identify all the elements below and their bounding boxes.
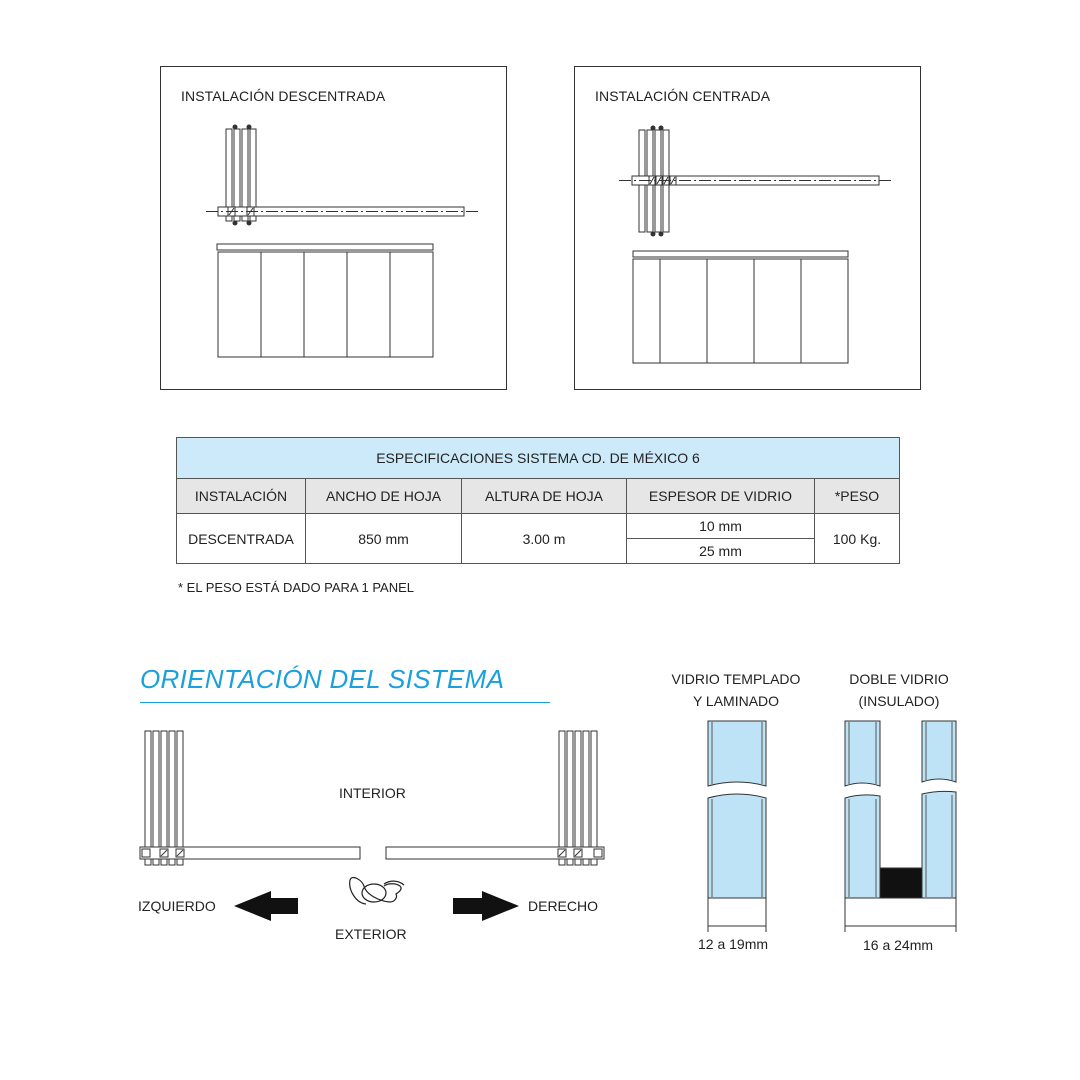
double-glass-title-line2: (INSULADO) xyxy=(858,693,940,709)
interior-label: INTERIOR xyxy=(339,785,406,801)
centered-installation-title: INSTALACIÓN CENTRADA xyxy=(595,88,771,104)
right-label: DERECHO xyxy=(528,898,599,914)
tempered-glass-range: 12 a 19mm xyxy=(698,936,769,952)
cell-weight: 100 Kg. xyxy=(815,514,900,564)
cell-panel-height: 3.00 m xyxy=(462,514,627,564)
cell-glass-thickness-max: 25 mm xyxy=(627,539,815,564)
table-title: ESPECIFICACIONES SISTEMA CD. DE MÉXICO 6 xyxy=(177,438,900,479)
cell-installation: DESCENTRADA xyxy=(177,514,306,564)
orientation-title: ORIENTACIÓN DEL SISTEMA xyxy=(140,664,505,694)
tempered-glass-title-line2: Y LAMINADO xyxy=(692,693,780,709)
tempered-glass-section xyxy=(708,721,766,932)
double-glass-section xyxy=(845,721,956,932)
cell-panel-width: 850 mm xyxy=(306,514,462,564)
header-panel-height: ALTURA DE HOJA xyxy=(462,479,627,514)
weight-footnote: * EL PESO ESTÁ DADO PARA 1 PANEL xyxy=(178,580,415,595)
header-weight: *PESO xyxy=(815,479,900,514)
cell-glass-thickness-min: 10 mm xyxy=(627,514,815,539)
header-glass-thickness: ESPESOR DE VIDRIO xyxy=(627,479,815,514)
double-glass-range: 16 a 24mm xyxy=(863,937,934,953)
left-label: IZQUIERDO xyxy=(138,898,216,914)
double-glass-title-line1: DOBLE VIDRIO xyxy=(849,671,949,687)
header-installation: INSTALACIÓN xyxy=(177,479,306,514)
exterior-label: EXTERIOR xyxy=(335,926,407,942)
tempered-glass-title-line1: VIDRIO TEMPLADO xyxy=(671,671,801,687)
off-center-installation-title: INSTALACIÓN DESCENTRADA xyxy=(181,88,386,104)
header-panel-width: ANCHO DE HOJA xyxy=(306,479,462,514)
